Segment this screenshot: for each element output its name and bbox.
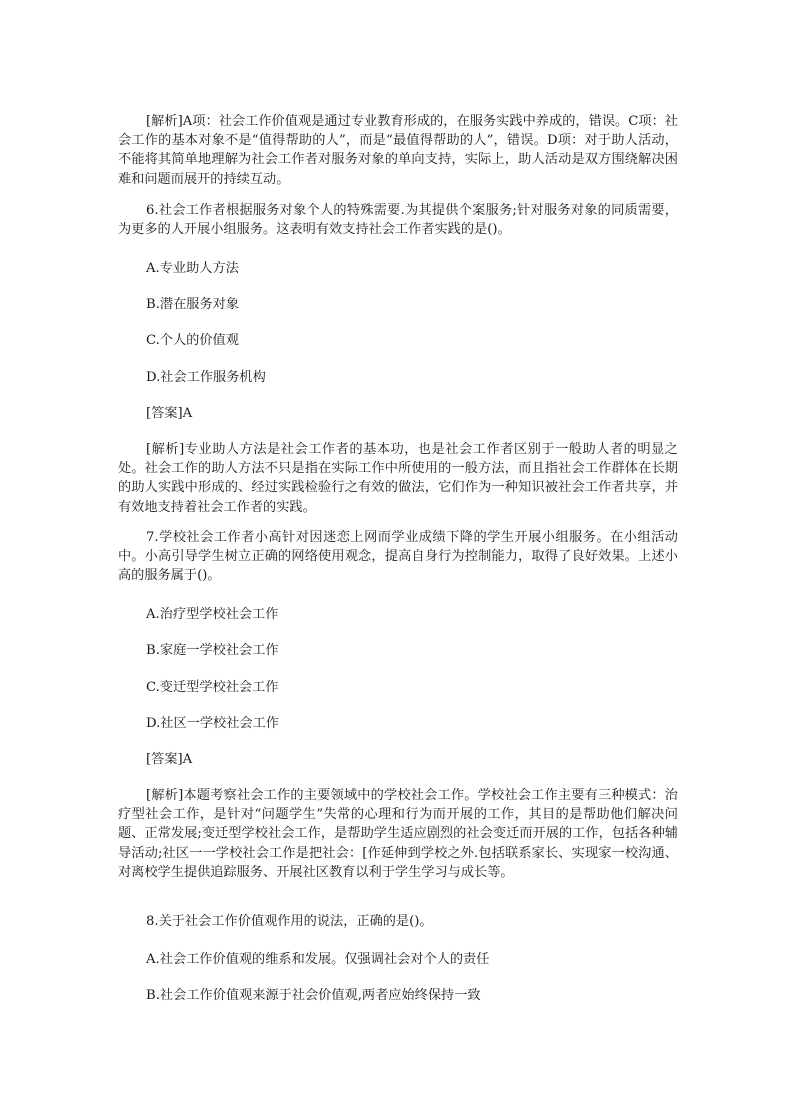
- q7-answer: [答案]A: [146, 752, 193, 767]
- q6-answer: [答案]A: [146, 406, 193, 421]
- question-7: 7.学校社会工作者小高针对因迷恋上网而学业成绩下降的学生开展小组服务。在小组活动中。小高引导学生树立正确的网络使用观念，提高自身行为控制能力，取得了良好效果。上述小高的服务属于()。: [118, 530, 678, 584]
- q8-option-a: A.社会工作价值观的维系和发展。仅强调社会对个人的责任: [146, 952, 490, 967]
- q6-option-a: A.专业助人方法: [146, 261, 239, 276]
- q6-option-d: D.社会工作服务机构: [146, 370, 266, 385]
- question-8: 8.关于社会工作价值观作用的说法，正确的是()。: [146, 914, 433, 929]
- q6-option-b: B.潜在服务对象: [146, 297, 240, 312]
- q8-option-b: B.社会工作价值观来源于社会价值观,两者应始终保持一致: [146, 988, 481, 1003]
- question-6: 6.社会工作者根据服务对象个人的特殊需要.为其提供个案服务;针对服务对象的同质需要，为更多的人开展小组服务。这表明有效支持社会工作者实践的是()。: [118, 203, 678, 238]
- q7-option-b: B.家庭一学校社会工作: [146, 643, 279, 658]
- q6-option-c: C.个人的价值观: [146, 333, 239, 348]
- paragraph-analysis-q7: [解析]本题考察社会工作的主要领域中的学校社会工作。学校社会工作主要有三种模式：治疗型社会工作，是针对“问题学生”失常的心理和行为而开展的工作，其目的是帮助他们解决问题、正常发展;变迁型学校社会工作，是帮助学生适应剧烈的社会变迁而开展的工作，包括各种辅导活动;社区一一学校社会工作是把社会：[作延伸到学校之外.包括联系家长、实现家一校沟通、对离校学生提供追踪服务、开展社区教育以利于学生学习与成长等。: [118, 788, 678, 880]
- paragraph-analysis-q6: [解析]专业助人方法是社会工作者的基本功，也是社会工作者区别于一般助人者的明显之处。社会工作的助人方法不只是指在实际工作中所使用的一般方法，而且指社会工作群体在长期的助人实践中形成的、经过实践检验行之有效的做法，它们作为一种知识被社会工作者共享，并有效地支持着社会工作者的实践。: [118, 442, 678, 515]
- q7-option-d: D.社区一学校社会工作: [146, 716, 279, 731]
- q7-option-c: C.变迁型学校社会工作: [146, 680, 279, 695]
- paragraph-analysis-q5: [解析]A项：社会工作价值观是通过专业教育形成的，在服务实践中养成的，错误。C项：社会工作的基本对象不是“值得帮助的人”，而是“最值得帮助的人”，错误。D项：对于助人活动，不能将其简单地理解为社会工作者对服务对象的单向支持，实际上，助人活动是双方围绕解决困难和问题而展开的持续互动。: [118, 114, 678, 187]
- q7-option-a: A.治疗型学校社会工作: [146, 607, 279, 622]
